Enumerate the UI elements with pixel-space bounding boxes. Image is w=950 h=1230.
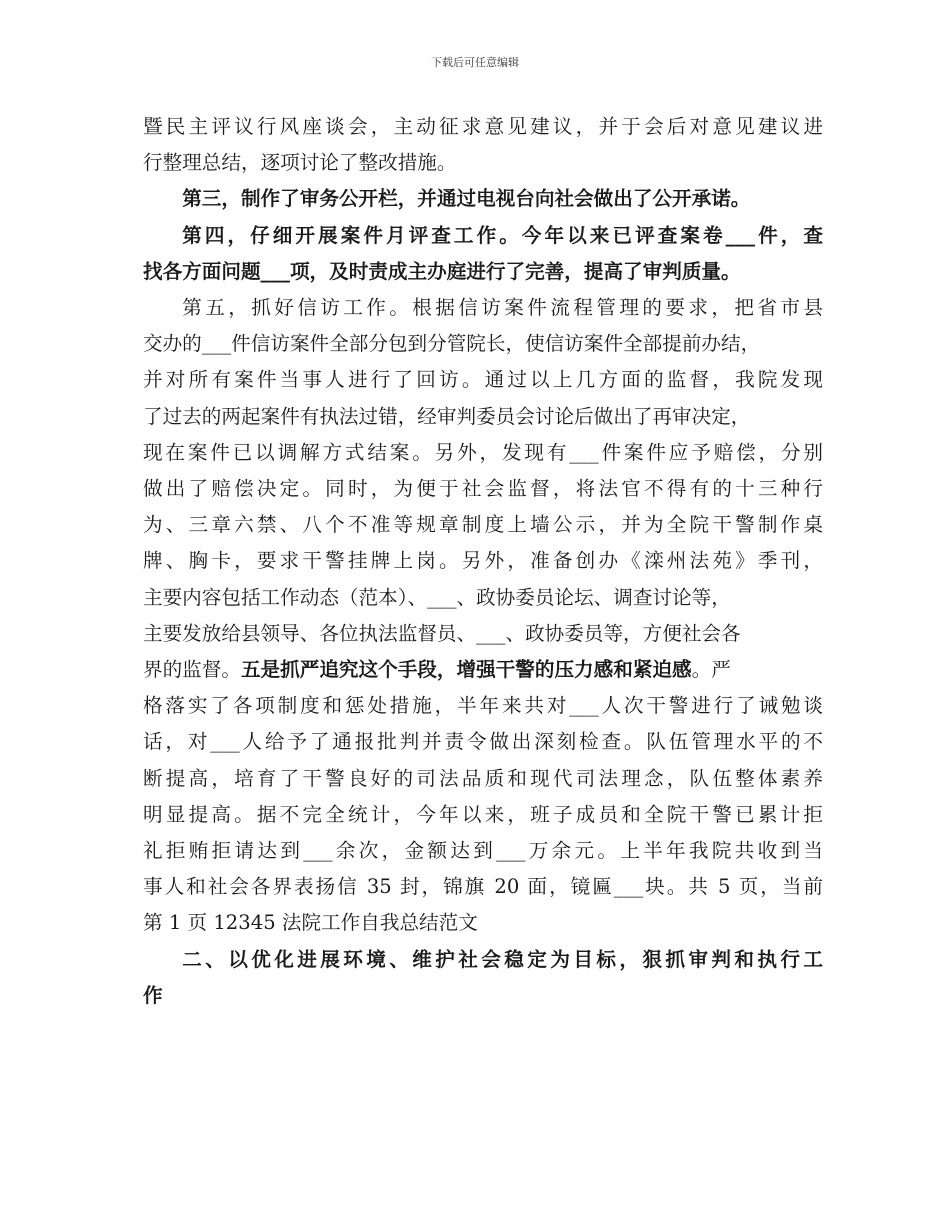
text-line: 第五，抓好信访工作。根据信访案件流程管理的要求，把省市县 <box>182 296 823 320</box>
text-line: 二、以优化进展环境、维护社会稳定为目标，狠抓审判和执行工 <box>182 947 823 971</box>
bold-heading-inline: 五是抓严追究这个手段，增强干警的压力感和紧迫感 <box>240 658 692 682</box>
text-segment: 界的监督。 <box>143 658 241 682</box>
text-line: 并对所有案件当事人进行了回访。通过以上几方面的监督，我院发现 <box>143 368 823 392</box>
text-line: 格落实了各项制度和惩处措施，半年来共对___人次干警进行了诫勉谈 <box>143 694 823 718</box>
paragraph-2-bold <box>143 181 823 217</box>
text-line: 主要发放给县领导、各位执法监督员、___、政协委员等，方便社会各 <box>143 621 741 645</box>
text-line: 行整理总结，逐项讨论了整改措施。 <box>143 151 457 175</box>
text-line: 第三，制作了审务公开栏，并通过电视台向社会做出了公开承诺。 <box>182 187 751 211</box>
text-line: 第四，仔细开展案件月评查工作。今年以来已评查案卷___件，查 <box>182 223 823 247</box>
text-line: 明显提高。据不完全统计，今年以来，班子成员和全院干警已累计拒 <box>143 802 823 826</box>
document-body <box>143 109 823 1014</box>
text-line: 交办的___件信访案件全部分包到分管院长，使信访案件全部提前办结， <box>143 332 761 356</box>
text-line: 牌、胸卡，要求干警挂牌上岗。另外，准备创办《滦州法苑》季刊， <box>143 549 823 573</box>
text-line: 断提高，培育了干警良好的司法品质和现代司法理念，队伍整体素养 <box>143 766 823 790</box>
text-line: 做出了赔偿决定。同时，为便于社会监督，将法官不得有的十三种行 <box>143 477 823 501</box>
page-header-note: 下载后可任意编辑 <box>431 56 519 69</box>
paragraph-3-bold <box>143 218 823 290</box>
text-line: 找各方面问题___项，及时责成主办庭进行了完善，提高了审判质量。 <box>143 259 741 283</box>
paragraph-1 <box>143 109 823 181</box>
text-line: 主要内容包括工作动态（范本）、___、政协委员论坛、调查讨论等， <box>143 585 731 609</box>
text-line: 事人和社会各界表扬信 35 封，锦旗 20 面，镜匾___块。共 5 页，当前 <box>143 875 823 899</box>
text-line: 为、三章六禁、八个不准等规章制度上墙公示，并为全院干警制作桌 <box>143 513 823 537</box>
text-line: 第 1 页 12345 法院工作自我总结范文 <box>143 911 478 935</box>
text-line: 礼拒贿拒请达到___余次，金额达到___万余元。上半年我院共收到当 <box>143 839 823 863</box>
section-heading <box>143 942 823 1014</box>
text-line: 现在案件已以调解方式结案。另外，发现有___件案件应予赔偿，分别 <box>143 440 823 464</box>
text-line-mixed <box>143 652 823 688</box>
text-line: 话，对___人给予了通报批判并责令做出深刻检查。队伍管理水平的不 <box>143 730 823 754</box>
text-line: 暨民主评议行风座谈会，主动征求意见建议，并于会后对意见建议进 <box>143 115 823 138</box>
paragraph-4 <box>143 290 823 942</box>
text-line: 了过去的两起案件有执法过错，经审判委员会讨论后做出了再审决定， <box>143 404 751 428</box>
text-line: 作 <box>143 983 163 1007</box>
text-segment: 。严 <box>691 658 731 682</box>
